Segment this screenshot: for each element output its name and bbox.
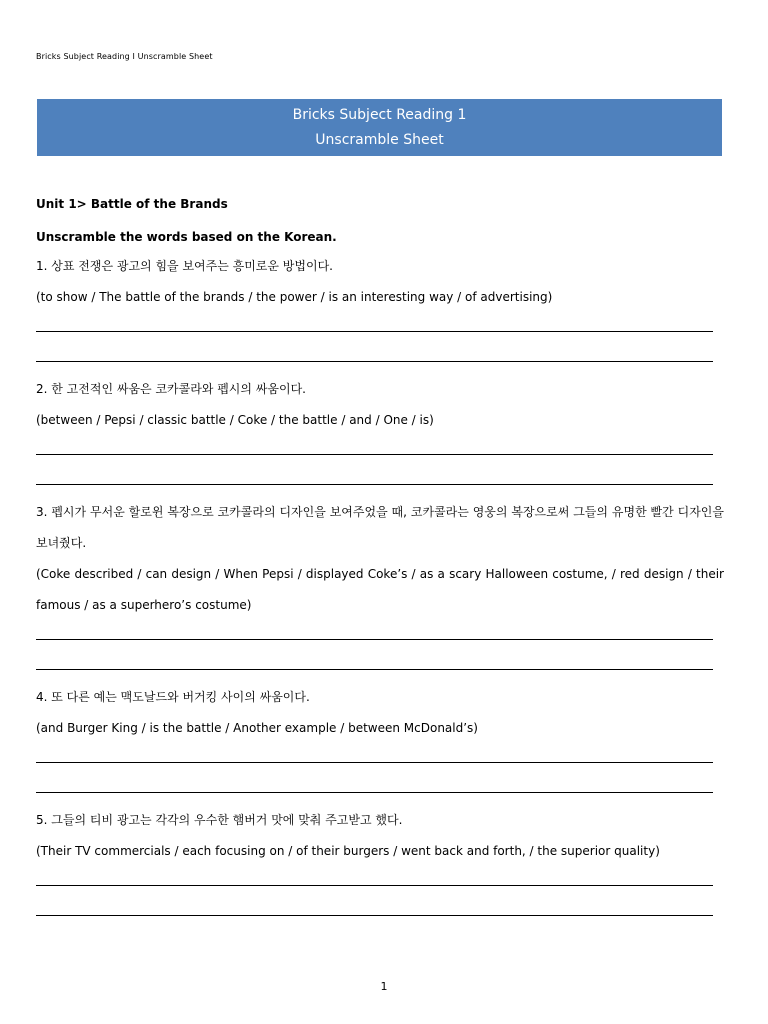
answer-line[interactable] xyxy=(36,361,713,362)
answer-area xyxy=(36,313,724,374)
answer-line[interactable] xyxy=(36,639,713,640)
answer-line[interactable] xyxy=(36,331,713,332)
answer-line[interactable] xyxy=(36,885,713,886)
answer-line[interactable] xyxy=(36,669,713,670)
question-korean: 1. 상표 전쟁은 광고의 힘을 보여주는 흥미로운 방법이다. xyxy=(36,259,333,273)
question-english: (to show / The battle of the brands / the power / is an interesting way / of advertising) xyxy=(36,290,553,304)
answer-line[interactable] xyxy=(36,792,713,793)
question-english: (between / Pepsi / classic battle / Coke / the battle / and / One / is) xyxy=(36,413,434,427)
question-english: (Their TV commercials / each focusing on / of their burgers / went back and forth, / the superior quality) xyxy=(36,844,660,858)
question-korean: 4. 또 다른 예는 맥도날드와 버거킹 사이의 싸움이다. xyxy=(36,690,310,704)
answer-area xyxy=(36,436,724,497)
title-line-1: Bricks Subject Reading 1 xyxy=(292,106,467,123)
unit-title: Unit 1> Battle of the Brands xyxy=(36,197,228,211)
question-korean: 3. 펩시가 무서운 할로윈 복장으로 코카콜라의 디자인을 보여주었을 때, 코카콜라는 영웅의 복장으로써 그들의 유명한 빨간 디자인을 보녀줬다. xyxy=(36,505,724,550)
question-3 xyxy=(36,497,724,682)
instruction: Unscramble the words based on the Korean. xyxy=(36,230,337,244)
title-box xyxy=(37,99,722,156)
page-number: 1 xyxy=(380,980,388,993)
answer-line[interactable] xyxy=(36,454,713,455)
answer-line[interactable] xyxy=(36,484,713,485)
answer-line[interactable] xyxy=(36,915,713,916)
title-line-2: Unscramble Sheet xyxy=(315,131,444,148)
answer-area xyxy=(36,867,724,928)
answer-line[interactable] xyxy=(36,762,713,763)
question-5 xyxy=(36,805,724,928)
question-english: (Coke described / can design / When Pepsi / displayed Coke’s / as a scary Halloween costume, / red design / their famous / as a superhero’s costume) xyxy=(36,567,724,612)
answer-area xyxy=(36,621,724,682)
question-korean: 5. 그들의 티비 광고는 각각의 우수한 햄버거 맛에 맞춰 주고받고 했다. xyxy=(36,813,403,827)
answer-area xyxy=(36,744,724,805)
question-korean: 2. 한 고전적인 싸움은 코카콜라와 펩시의 싸움이다. xyxy=(36,382,306,396)
running-header: Bricks Subject Reading I Unscramble Sheet xyxy=(36,52,213,61)
question-2 xyxy=(36,374,724,497)
question-1 xyxy=(36,251,724,374)
question-english: (and Burger King / is the battle / Another example / between McDonald’s) xyxy=(36,721,478,735)
question-4 xyxy=(36,682,724,805)
worksheet-content xyxy=(36,192,724,928)
